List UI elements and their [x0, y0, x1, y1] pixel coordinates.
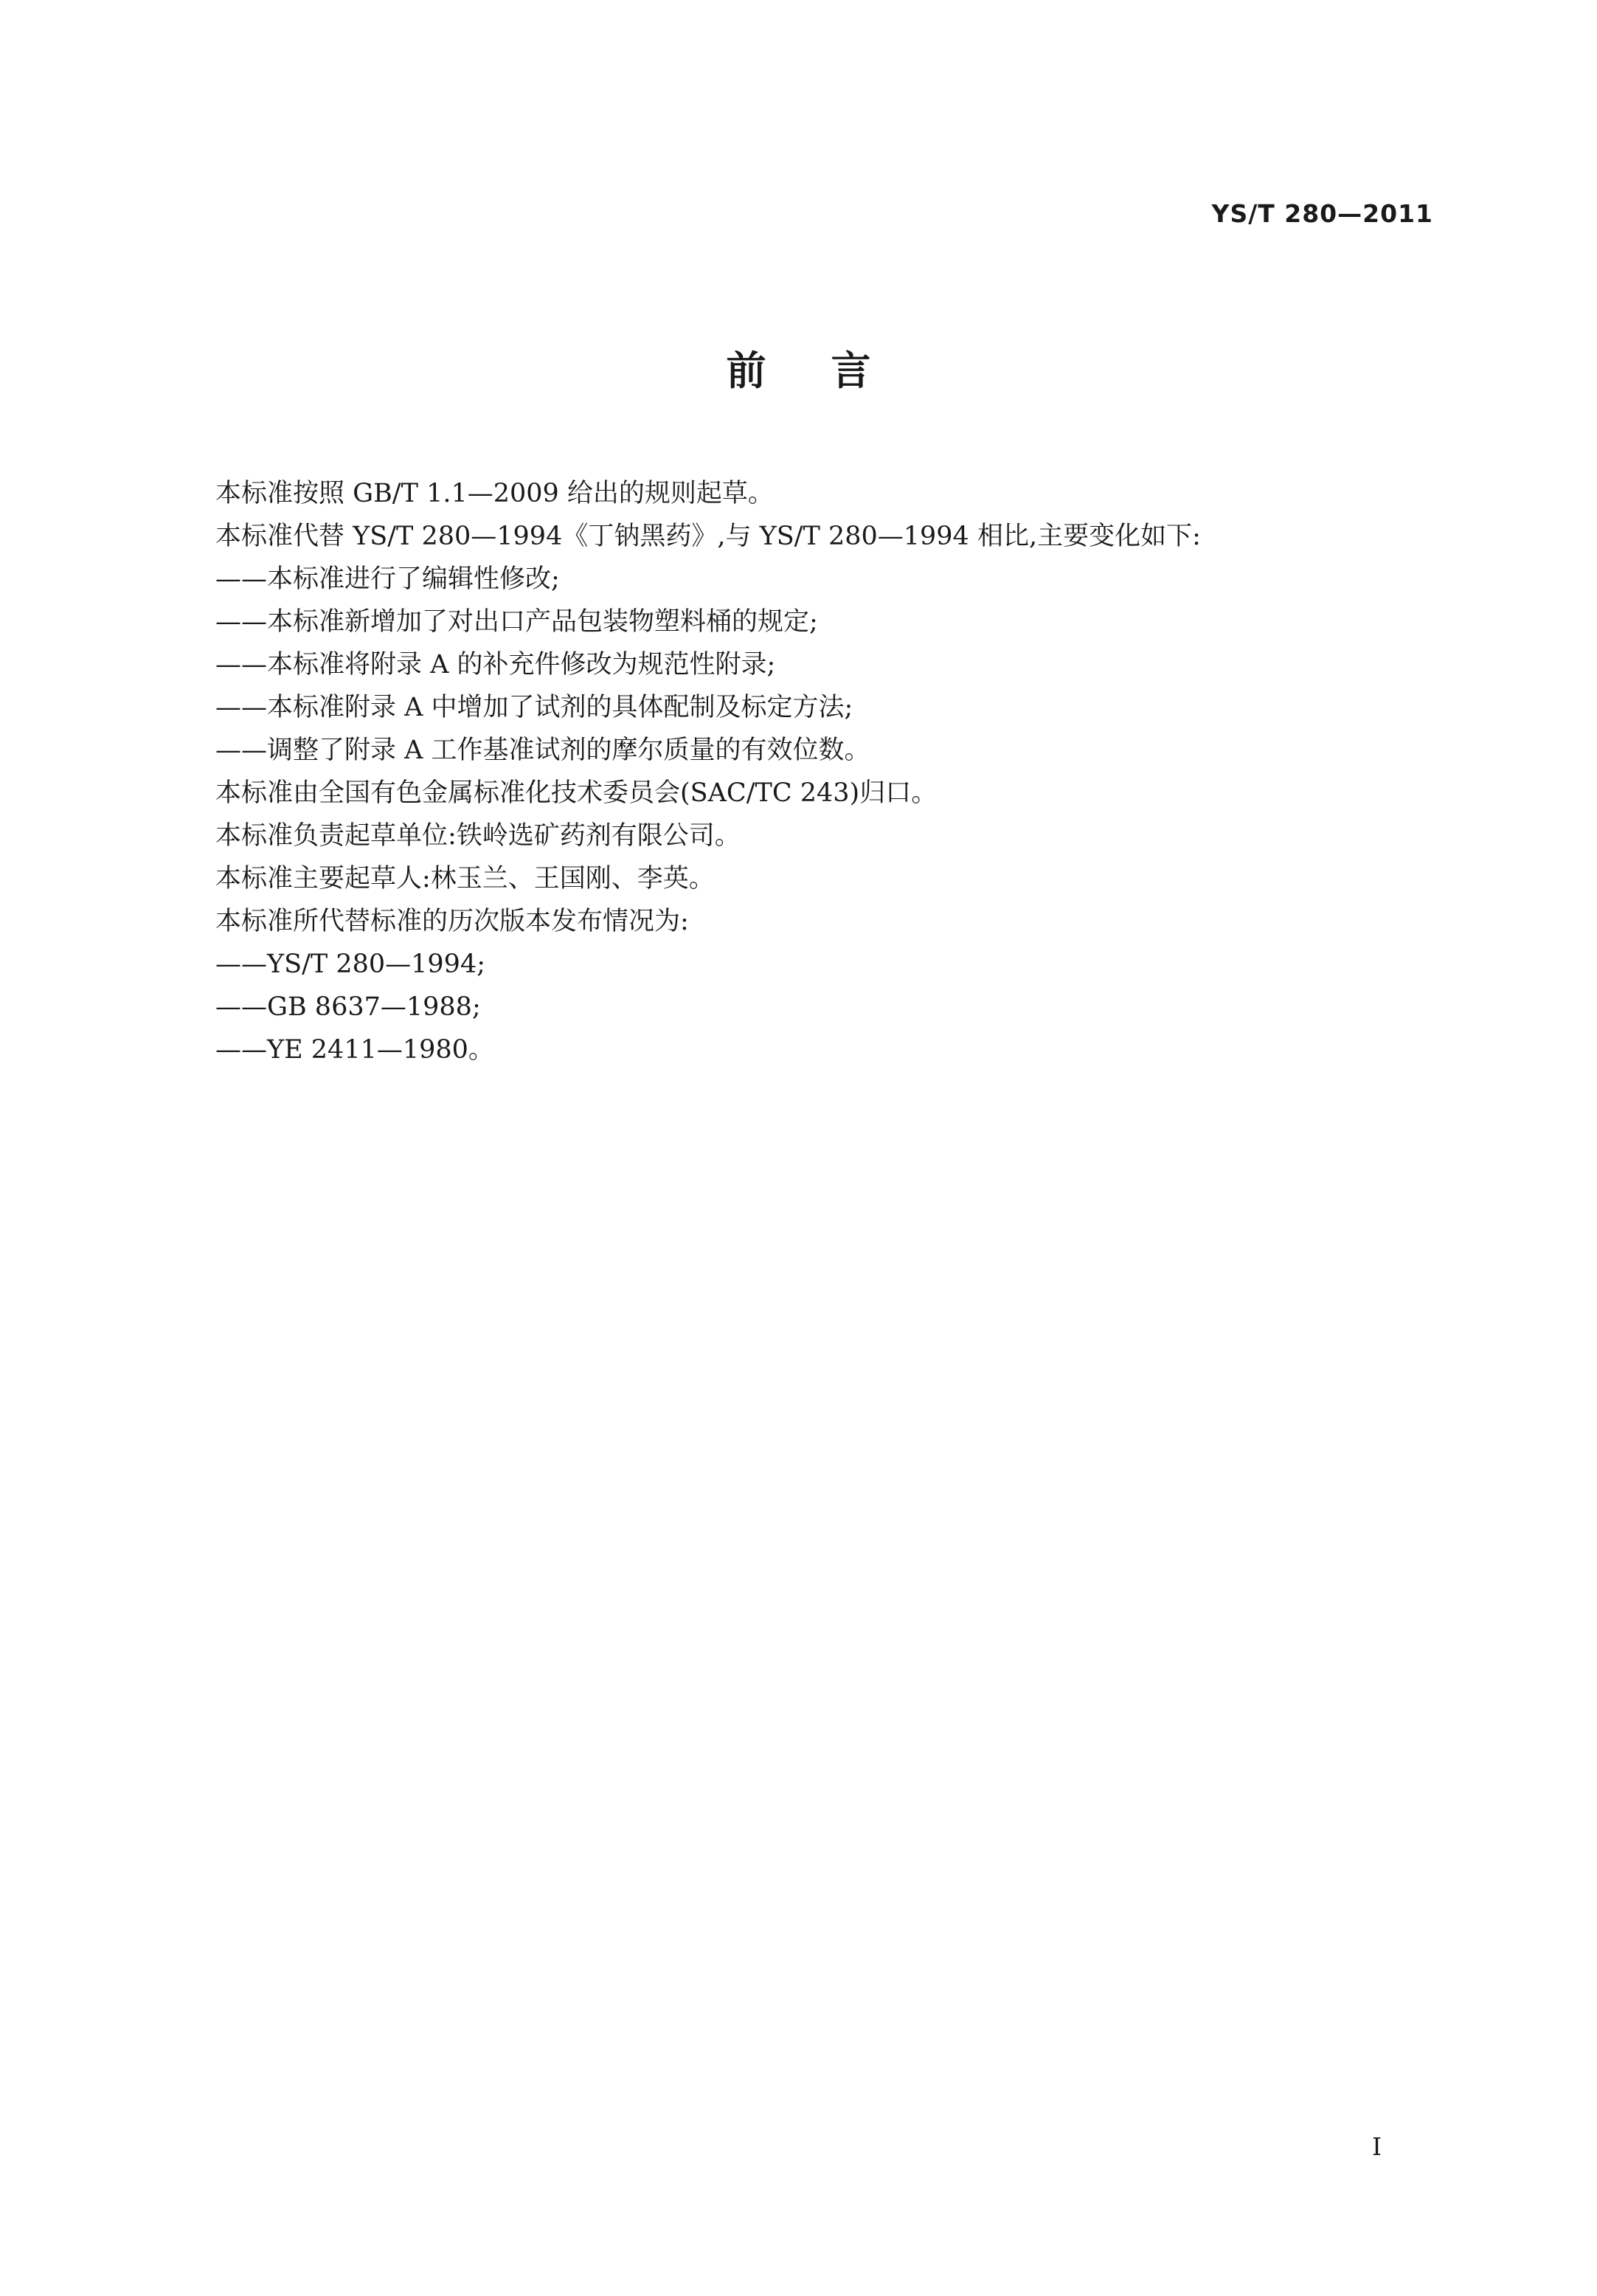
list-item: ——本标准附录 A 中增加了试剂的具体配制及标定方法;	[215, 693, 853, 722]
list-item: ——本标准进行了编辑性修改;	[215, 564, 560, 594]
list-item: ——YE 2411—1980。	[215, 1035, 494, 1065]
paragraph: 本标准主要起草人:林玉兰、王国刚、李英。	[215, 864, 715, 893]
list-item: ——本标准将附录 A 的补充件修改为规范性附录;	[215, 650, 776, 680]
page-number: I	[1371, 2132, 1382, 2161]
list-item: ——本标准新增加了对出口产品包装物塑料桶的规定;	[215, 607, 818, 637]
list-item: ——YS/T 280—1994;	[215, 950, 486, 979]
foreword-body	[215, 472, 1410, 1071]
paragraph: 本标准代替 YS/T 280—1994《丁钠黑药》,与 YS/T 280—1994 相比,主要变化如下:	[215, 522, 1201, 551]
paragraph: 本标准负责起草单位:铁岭选矿药剂有限公司。	[215, 821, 741, 851]
list-item: ——调整了附录 A 工作基准试剂的摩尔质量的有效位数。	[215, 736, 870, 765]
paragraph: 本标准所代替标准的历次版本发布情况为:	[215, 907, 689, 936]
paragraph: 本标准按照 GB/T 1.1—2009 给出的规则起草。	[215, 479, 774, 508]
list-item: ——GB 8637—1988;	[215, 992, 481, 1022]
standard-code: YS/T 280—2011	[1211, 199, 1433, 228]
page-title: 前言	[726, 347, 936, 394]
paragraph: 本标准由全国有色金属标准化技术委员会(SAC/TC 243)归口。	[215, 778, 938, 808]
